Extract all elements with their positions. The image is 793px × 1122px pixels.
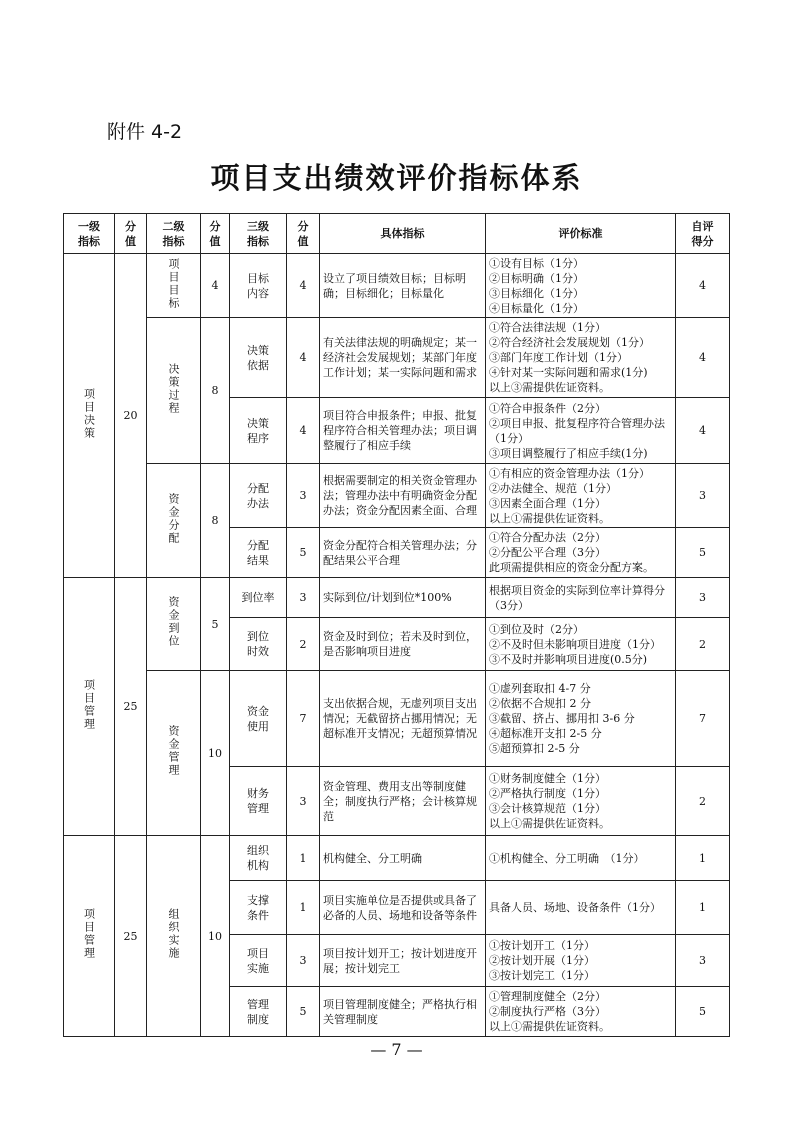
criteria-line: 以上①需提供佐证资料。 xyxy=(489,817,610,830)
level1-cell: 项目管理 xyxy=(64,578,115,836)
criteria-line: ③目标细化（1分） xyxy=(489,286,584,300)
criteria-cell xyxy=(486,398,676,464)
criteria-cell xyxy=(486,464,676,528)
criteria-cell xyxy=(486,618,676,671)
level3-cell: 管理 制度 xyxy=(230,987,287,1037)
header-criteria: 评价标准 xyxy=(486,214,676,254)
criteria-line: ②项目申报、批复程序符合管理办法（1分） xyxy=(489,416,665,445)
criteria-line: ②符合经济社会发展规划（1分） xyxy=(489,336,650,349)
self-score-cell: 5 xyxy=(676,528,730,578)
criteria-line: ①虚列套取扣 4-7 分 xyxy=(489,682,591,695)
level3-score: 3 xyxy=(287,578,320,618)
level3-cell: 决策 依据 xyxy=(230,318,287,398)
criteria-line: ①管理制度健全（2分） xyxy=(489,990,606,1003)
level3-score: 3 xyxy=(287,464,320,528)
criteria-line: ①设有目标（1分） xyxy=(489,256,584,270)
level3-cell: 项目 实施 xyxy=(230,935,287,987)
level2-score: 10 xyxy=(201,836,230,1037)
level3-score: 4 xyxy=(287,398,320,464)
level2-cell: 资金管理 xyxy=(147,671,201,836)
detail-cell: 实际到位/计划到位*100% xyxy=(320,578,486,618)
level1-score: 20 xyxy=(115,254,147,578)
level3-cell: 支撑 条件 xyxy=(230,881,287,935)
level3-score: 1 xyxy=(287,836,320,881)
self-score-cell: 3 xyxy=(676,464,730,528)
detail-cell: 项目按计划开工；按计划进度开展；按计划完工 xyxy=(320,935,486,987)
page-number: — 7 — xyxy=(370,1040,423,1059)
level1-score: 25 xyxy=(115,836,147,1037)
criteria-line: ①机构健全、分工明确 （1分） xyxy=(489,851,645,865)
criteria-line: 根据项目资金的实际到位率计算得分（3分） xyxy=(489,583,665,612)
level2-score: 5 xyxy=(201,578,230,671)
criteria-line: ③不及时并影响项目进度(0.5分) xyxy=(489,652,648,666)
level2-cell: 项目目标 xyxy=(147,254,201,318)
criteria-line: ①有相应的资金管理办法（1分） xyxy=(489,466,650,480)
document-title: 项目支出绩效评价指标体系 xyxy=(210,161,583,195)
criteria-line: ②按计划开展（1分） xyxy=(489,954,595,967)
table-row xyxy=(64,464,730,528)
header-detail: 具体指标 xyxy=(320,214,486,254)
self-score-cell: 2 xyxy=(676,767,730,836)
header-level3: 三级 指标 xyxy=(230,214,287,254)
criteria-cell xyxy=(486,671,676,767)
level3-cell: 分配 结果 xyxy=(230,528,287,578)
level3-score: 3 xyxy=(287,767,320,836)
criteria-line: ①符合法律法规（1分） xyxy=(489,321,606,334)
level3-score: 3 xyxy=(287,935,320,987)
detail-cell: 资金管理、费用支出等制度健全；制度执行严格；会计核算规范 xyxy=(320,767,486,836)
detail-cell: 资金分配符合相关管理办法；分配结果公平合理 xyxy=(320,528,486,578)
level2-cell: 决策过程 xyxy=(147,318,201,464)
self-score-cell: 3 xyxy=(676,935,730,987)
header-score3: 分 值 xyxy=(287,214,320,254)
criteria-cell xyxy=(486,881,676,935)
level3-score: 4 xyxy=(287,254,320,318)
level3-score: 2 xyxy=(287,618,320,671)
detail-cell: 支出依据合规，无虚列项目支出情况；无截留挤占挪用情况；无超标准开支情况；无超预算情况 xyxy=(320,671,486,767)
detail-cell: 设立了项目绩效目标；目标明确；目标细化；目标量化 xyxy=(320,254,486,318)
self-score-cell: 1 xyxy=(676,836,730,881)
criteria-cell xyxy=(486,318,676,398)
criteria-line: ③因素全面合理（1分） xyxy=(489,496,606,510)
level3-cell: 分配 办法 xyxy=(230,464,287,528)
detail-cell: 项目符合申报条件；申报、批复程序符合相关管理办法；项目调整履行了相应手续 xyxy=(320,398,486,464)
table-row xyxy=(64,836,730,881)
level2-cell: 资金分配 xyxy=(147,464,201,578)
criteria-line: ②依据不合规扣 2 分 xyxy=(489,697,591,710)
detail-cell: 根据需要制定的相关资金管理办法；管理办法中有明确资金分配办法；资金分配因素全面、合理 xyxy=(320,464,486,528)
level3-cell: 目标 内容 xyxy=(230,254,287,318)
detail-cell: 机构健全、分工明确 xyxy=(320,836,486,881)
self-score-cell: 2 xyxy=(676,618,730,671)
criteria-line: ②分配公平合理（3分） xyxy=(489,546,606,559)
level3-cell: 财务 管理 xyxy=(230,767,287,836)
table-row xyxy=(64,318,730,398)
criteria-line: ②严格执行制度（1分） xyxy=(489,787,606,800)
header-score2: 分 值 xyxy=(201,214,230,254)
header-level1: 一级 指标 xyxy=(64,214,115,254)
level1-cell: 项目管理 xyxy=(64,836,115,1037)
criteria-line: ③按计划完工（1分） xyxy=(489,969,595,982)
level2-score: 8 xyxy=(201,318,230,464)
criteria-cell xyxy=(486,528,676,578)
level3-score: 4 xyxy=(287,318,320,398)
indicator-table xyxy=(63,213,730,1037)
criteria-cell xyxy=(486,935,676,987)
criteria-line: ①按计划开工（1分） xyxy=(489,939,595,952)
self-score-cell: 4 xyxy=(676,318,730,398)
criteria-line: ③会计核算规范（1分） xyxy=(489,802,606,815)
table-row xyxy=(64,671,730,767)
criteria-cell xyxy=(486,836,676,881)
level3-cell: 到位 时效 xyxy=(230,618,287,671)
criteria-line: ①符合分配办法（2分） xyxy=(489,531,606,544)
level2-score: 10 xyxy=(201,671,230,836)
criteria-line: 以上①需提供佐证资料。 xyxy=(489,1020,610,1033)
criteria-line: 此项需提供相应的资金分配方案。 xyxy=(489,561,654,574)
level3-cell: 决策 程序 xyxy=(230,398,287,464)
criteria-line: ③截留、挤占、挪用扣 3-6 分 xyxy=(489,712,635,725)
attachment-label: 附件 4-2 xyxy=(107,121,183,143)
criteria-line: ⑤超预算扣 2-5 分 xyxy=(489,742,580,755)
criteria-line: ②目标明确（1分） xyxy=(489,271,584,285)
self-score-cell: 1 xyxy=(676,881,730,935)
criteria-line: ②不及时但未影响项目进度（1分） xyxy=(489,637,661,651)
criteria-line: 以上③需提供佐证资料。 xyxy=(489,381,610,394)
criteria-line: ②办法健全、规范（1分） xyxy=(489,481,617,495)
detail-cell: 有关法律法规的明确规定；某一经济社会发展规划；某部门年度工作计划；某一实际问题和需求 xyxy=(320,318,486,398)
header-row xyxy=(64,214,730,254)
level3-score: 5 xyxy=(287,528,320,578)
level3-score: 5 xyxy=(287,987,320,1037)
level3-cell: 组织 机构 xyxy=(230,836,287,881)
self-score-cell: 4 xyxy=(676,254,730,318)
self-score-cell: 4 xyxy=(676,398,730,464)
criteria-cell xyxy=(486,767,676,836)
level1-score: 25 xyxy=(115,578,147,836)
criteria-line: 以上①需提供佐证资料。 xyxy=(489,511,610,525)
criteria-line: ①财务制度健全（1分） xyxy=(489,772,606,785)
self-score-cell: 5 xyxy=(676,987,730,1037)
level3-score: 1 xyxy=(287,881,320,935)
criteria-line: ①符合申报条件（2分） xyxy=(489,401,606,415)
header-level2: 二级 指标 xyxy=(147,214,201,254)
criteria-line: ④针对某一实际问题和需求(1分) xyxy=(489,366,648,379)
level3-cell: 资金 使用 xyxy=(230,671,287,767)
level2-cell: 组织实施 xyxy=(147,836,201,1037)
detail-cell: 资金及时到位；若未及时到位，是否影响项目进度 xyxy=(320,618,486,671)
criteria-line: ③项目调整履行了相应手续(1分) xyxy=(489,446,648,460)
criteria-line: ②制度执行严格（3分） xyxy=(489,1005,606,1018)
criteria-line: ④目标量化（1分） xyxy=(489,301,584,315)
level2-cell: 资金到位 xyxy=(147,578,201,671)
self-score-cell: 7 xyxy=(676,671,730,767)
criteria-line: 具备人员、场地、设备条件（1分） xyxy=(489,901,661,914)
header-self-score: 自评 得分 xyxy=(676,214,730,254)
level3-cell: 到位率 xyxy=(230,578,287,618)
detail-cell: 项目管理制度健全；严格执行相关管理制度 xyxy=(320,987,486,1037)
self-score-cell: 3 xyxy=(676,578,730,618)
level2-score: 4 xyxy=(201,254,230,318)
criteria-cell xyxy=(486,254,676,318)
level1-cell: 项目决策 xyxy=(64,254,115,578)
table-row xyxy=(64,578,730,618)
criteria-line: ③部门年度工作计划（1分） xyxy=(489,351,628,364)
criteria-cell xyxy=(486,987,676,1037)
criteria-line: ①到位及时（2分） xyxy=(489,622,584,636)
header-score1: 分 值 xyxy=(115,214,147,254)
criteria-cell xyxy=(486,578,676,618)
level3-score: 7 xyxy=(287,671,320,767)
detail-cell: 项目实施单位是否提供或具备了必备的人员、场地和设备等条件 xyxy=(320,881,486,935)
criteria-line: ④超标准开支扣 2-5 分 xyxy=(489,727,602,740)
table-row xyxy=(64,254,730,318)
level2-score: 8 xyxy=(201,464,230,578)
